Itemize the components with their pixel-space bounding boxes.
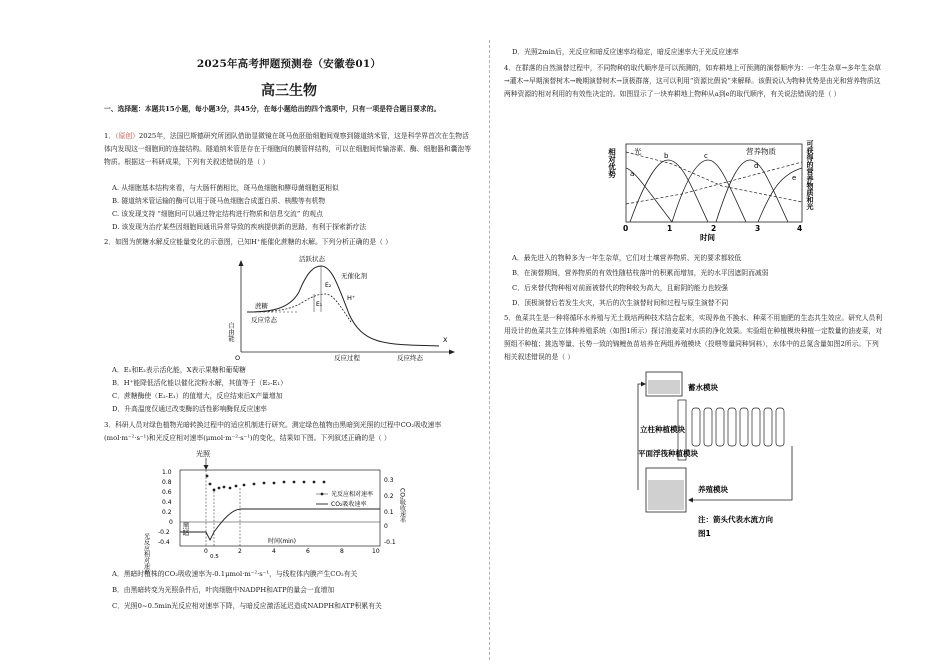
q5-coil: [764, 408, 772, 446]
q4-curve-b-label: b: [664, 152, 669, 160]
q4-succession-figure: [607, 138, 822, 242]
q3-co2-series: [180, 509, 380, 540]
q2-stem: [104, 236, 474, 249]
q3-light-point: [218, 487, 221, 490]
q3-light-point: [206, 475, 209, 478]
q5-number: 5．: [504, 314, 516, 322]
q1-tag: （原创）: [115, 132, 139, 140]
q4-light-label: 光: [634, 147, 642, 156]
q3-light-arrow: [204, 465, 209, 470]
q2-option-c[interactable]: C．蔗糖酶使（E₂-E₁）的值增大，反应结束后X产量增加: [112, 392, 283, 400]
q4-x-tick: 0: [623, 224, 629, 233]
q3-light-point: [213, 489, 216, 492]
q5-coil: [740, 408, 748, 446]
q5-coil: [728, 408, 736, 446]
q5-vertical-label: 立柱种植模块: [640, 425, 685, 434]
q5-floating-label: 平面浮筏种植模块: [638, 449, 698, 458]
q3-light-point: [209, 483, 212, 486]
q3-left-tick: -0.4: [158, 539, 170, 546]
q2-number: 2．: [104, 238, 116, 246]
q3-right-tick: 0: [384, 523, 388, 530]
q5-flow-return: [638, 384, 644, 490]
q3-x-extra: 0.5: [210, 554, 219, 560]
q3-left-tick: 0.2: [162, 509, 172, 516]
q1-option-a[interactable]: A. 从细胞基本结构来看，与大肠杆菌相比，斑马鱼细胞和酵母菌细胞更相似: [112, 184, 339, 192]
q4-option-a[interactable]: A．最先进入的物种多为一年生杂草，它们对土壤营养物质、光的要求都较低: [512, 254, 742, 262]
q3-option-c[interactable]: C．光照0~0.5min光反应相对速率下降，与暗反应激活延迟造成NADPH和ATP积累有关: [112, 602, 382, 610]
q3-x-tick: 8: [340, 548, 344, 555]
q4-x-tick: 3: [755, 224, 761, 233]
q5-system-figure: [632, 370, 822, 540]
q4-x-tick: 2: [711, 224, 717, 233]
q2-no-catalyst-label: 无催化剂: [341, 272, 367, 280]
exam-title: 2025年高考押题预测卷（安徽卷01）: [196, 58, 382, 70]
q4-xlabel: 时间: [700, 233, 715, 242]
q2-sucrose-label: 蔗糖: [255, 302, 268, 310]
q2-e2-label: E₂: [325, 282, 332, 289]
q3-left-tick: 1.0: [162, 469, 172, 476]
subject-title: 高三生物: [261, 83, 317, 99]
q4-left-axis: 相对优势: [607, 148, 617, 178]
q3-light-point: [229, 487, 232, 490]
q4-curve-b: [630, 160, 708, 222]
q3-light-point: [253, 483, 256, 486]
q3-light-point: [243, 484, 246, 487]
q4-curve-c: [672, 160, 746, 222]
q3-left-axis: 光反应相对速率: [142, 533, 150, 575]
column-divider: [489, 40, 490, 660]
q3-left-tick: 0.6: [162, 489, 172, 496]
q4-stem: [504, 62, 884, 101]
q2-hplus-label: H⁺: [347, 294, 356, 302]
q4-nutrient-label: 营养物质: [746, 147, 776, 156]
q3-x-tick: 10: [372, 548, 380, 555]
q4-option-b[interactable]: B．在演替期间，营养物质的有效性随枯枝落叶的积累而增加，光的水平因遮阴而减弱: [512, 269, 769, 277]
q3-right-tick: -0.1: [384, 539, 396, 546]
q2-x-mark: X: [443, 336, 448, 344]
q5-flow-arrow-left: [688, 498, 693, 503]
q3-option-d[interactable]: D．光照2min后，光反应和暗反应速率均稳定，暗反应速率大于光反应速率: [512, 48, 739, 56]
q3-light-point: [303, 481, 306, 484]
q3-xlabel: 时间(min): [268, 538, 296, 545]
q3-light-series: [206, 475, 326, 492]
q3-plot-frame: [180, 470, 380, 546]
q3-right-ticks: [384, 477, 396, 546]
q3-dark-label: 黑暗: [182, 522, 190, 536]
q3-x-ticks: [204, 548, 380, 555]
q1-number: 1．: [104, 132, 116, 140]
q5-storage-water: [648, 380, 680, 394]
q4-curve-d: [716, 160, 788, 222]
q3-left-tick: 0.4: [162, 499, 172, 506]
q2-ylabel: 自由能: [227, 322, 235, 342]
q5-coil: [752, 408, 760, 446]
q3-light-point: [323, 481, 326, 484]
q2-option-a[interactable]: A．E₁和E₂表示活化能，X表示果糖和葡萄糖: [112, 366, 246, 374]
q1-stem: [104, 130, 474, 169]
q2-x-arrow: [449, 350, 455, 355]
q5-breeding-water: [648, 480, 684, 510]
q3-left-tick: -0.2: [158, 529, 170, 536]
q3-x-tick: 0: [204, 548, 208, 555]
q3-number: 3．: [104, 421, 116, 429]
q3-left-tick: 0.8: [162, 479, 172, 486]
q4-x-tick: 1: [667, 224, 673, 233]
q2-option-d[interactable]: D．升高温度仅通过改变酶的活性影响酶促反应速率: [112, 405, 267, 413]
q2-initial-label: 反应常态: [251, 316, 277, 324]
q5-coil: [716, 408, 724, 446]
q4-text: 在群落的自然演替过程中，不同物种的取代顺序是可以预测的，如弃耕地上可预测的演替顺序为：一年生杂草→多年生杂草→灌木→早期演替树木→晚期演替树木→顶极群落，这可以利用“资源比假说”来解释。该假说认为物种优势是由光和营养物质这两种资源的相对利用的有效性决定的。如图显示了一块弃耕地上物种从a到e的取代顺序，有关说法错误的是（ ）: [504, 64, 882, 98]
q3-legend-co2: CO₂吸收速率: [331, 501, 367, 508]
q2-final-label: 反应终态: [397, 354, 423, 362]
q4-x-tick: 4: [797, 224, 803, 233]
q1-option-d[interactable]: D. 该发现为治疗某些因细胞间通讯异常导致的疾病提供新的思路，有利于探索新疗法: [112, 223, 367, 231]
q1-option-b[interactable]: B. 隧道纳米管运输的酶可以用于斑马鱼细胞合成蛋白质、核酸等有机物: [112, 197, 326, 205]
q3-text: 科研人员对绿色植物光暗转换过程中的适应机制进行研究。测定绿色植物由黑暗到光照的过程中CO₂吸收速率(mol·m⁻²·s⁻¹)和光反应相对速率(μmol·m⁻²·s⁻¹)的变化，结果如下图。下列叙述正确的是（ ）: [104, 421, 442, 442]
q2-origin: O: [235, 354, 241, 362]
q3-light-point: [313, 481, 316, 484]
q2-y-arrow: [239, 260, 244, 266]
q5-text: 鱼菜共生是一种将循环水养殖与无土栽培两种技术结合起来，实现养鱼不换水、种菜不用施肥的生态共生效应。研究人员利用设计的鱼菜共生立体种养殖系统（如图1所示）探讨油麦菜对水质的净化效果。实验组在种植模块种植一定数量的油麦菜，对照组不种植；挑选等量、长势一致的锦鲤鱼苗培养在两组养殖模块（投喂等量同种饲料），水体中的总氮含量如图2所示。下列相关叙述错误的是（ ）: [504, 314, 883, 361]
q4-curve-d-label: d: [754, 162, 759, 170]
q4-x-ticks: [623, 224, 802, 233]
q3-legend-light: 光反应相对速率: [331, 491, 374, 498]
q5-breeding-label: 养殖模块: [698, 485, 728, 494]
section-intro: 一、选择题：本题共15小题，每小题3分，共45分，在每小题给出的四个选项中，只有一项是符合题目要求的。: [104, 105, 441, 113]
q3-light-point: [283, 481, 286, 484]
q3-right-tick: 0.2: [384, 493, 394, 500]
q3-light-point: [223, 486, 226, 489]
q5-coil: [704, 408, 712, 446]
q3-left-tick: 0: [169, 519, 173, 526]
q3-left-ticks: [158, 469, 173, 546]
q5-storage-label: 蓄水模块: [688, 383, 718, 392]
q2-option-b[interactable]: B．H⁺能降低活化能以催化淀粉水解，其值等于（E₂-E₁）: [112, 379, 287, 387]
q3-light-point: [235, 485, 238, 488]
q4-curve-a-label: a: [630, 170, 635, 178]
q5-stem: [504, 312, 884, 364]
q4-curve-e-label: e: [792, 174, 797, 182]
q5-floating-coils: [692, 408, 784, 446]
q3-light-point: [273, 482, 276, 485]
q3-right-tick: 0.3: [384, 477, 394, 484]
q4-right-axis: 可获得的营养物质和光: [806, 140, 814, 210]
q3-right-tick: 0.1: [384, 509, 394, 516]
q5-coil: [776, 408, 784, 446]
q3-x-tick: 6: [306, 548, 310, 555]
q3-x-tick: 2: [238, 548, 242, 555]
right-column: [504, 0, 884, 672]
q2-energy-figure: [229, 252, 459, 362]
q2-xlabel: 反应过程: [334, 354, 360, 362]
q1-text: 2025年，法国巴斯德研究所团队借助显微镜在斑马鱼胚胎细胞间观察到隧道纳米管，这是科学界首次在生物活体内发现这一细胞间的连接结构。隧道纳米管是存在于细胞间的膜管样结构，可以在细胞间传输溶素、酶、细胞器和囊泡等物质。根据这一科研成果，下列有关叙述错误的是（ ）: [104, 132, 472, 166]
q3-x-tick: 4: [272, 548, 276, 555]
q1-option-c[interactable]: C. 该发现支持 “细胞间可以通过特定结构进行物质和信息交流” 的观点: [112, 210, 323, 218]
q2-text: 如图为蔗糖水解反应能量变化的示意图，已知H⁺能催化蔗糖的水解。下列分析正确的是（ ）: [115, 238, 392, 246]
q5-flow-arrow-up: [641, 382, 646, 387]
q5-caption: 图1: [698, 529, 711, 538]
q5-coil: [692, 408, 700, 446]
q3-right-axis: CO₂吸收速率: [398, 488, 406, 524]
q4-curve-c-label: c: [704, 152, 708, 160]
q4-nutrient-curve: [626, 162, 802, 204]
q5-note: 注：箭头代表水流方向: [698, 515, 773, 524]
q3-option-a[interactable]: A．黑暗时植株的CO₂吸收速率为-0.1μmol·m⁻²·s⁻¹，与线粒体内膜产生CO₂有关: [112, 570, 358, 578]
q4-number: 4．: [504, 64, 516, 72]
q4-option-d[interactable]: D．顶极演替后若发生火灾，其后的次生演替时间和过程与原生演替不同: [512, 299, 729, 307]
q3-stem: [104, 419, 474, 445]
left-column: [104, 0, 474, 672]
q3-option-b[interactable]: B．由黑暗转变为光照条件后，叶肉细胞中NADPH和ATP的量会一直增加: [112, 586, 335, 594]
q3-light-point: [263, 482, 266, 485]
q2-activated-label: 活跃状态: [299, 255, 325, 263]
q2-e1-label: E₁: [316, 301, 323, 308]
q4-option-c[interactable]: C．后来替代物种相对前面被替代的物种较为高大，且耐阴的能力也较强: [512, 284, 728, 292]
q3-light-top: 光照: [196, 450, 210, 458]
q3-light-point: [293, 481, 296, 484]
